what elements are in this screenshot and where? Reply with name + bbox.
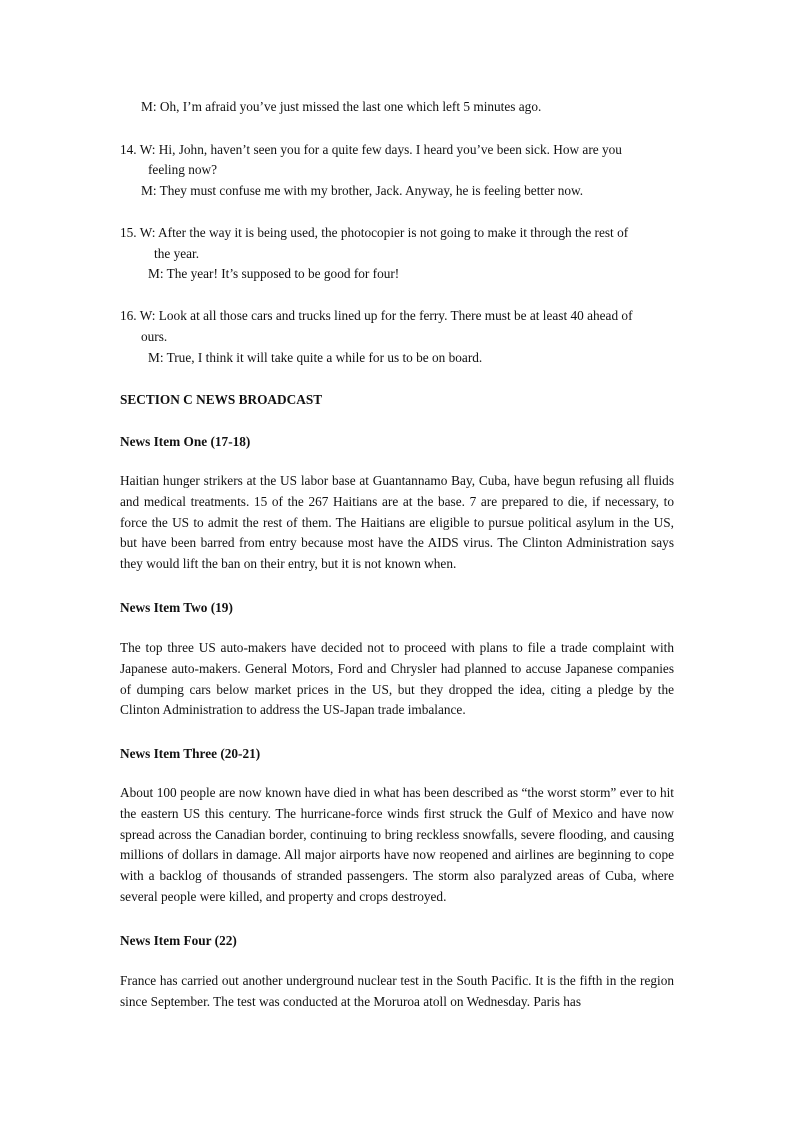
news-item-body: The top three US auto-makers have decided not to proceed with plans to file a trade complaint with Japanese auto-makers. General Motors, Ford and Chrysler had planned to accuse Japanese companies of dumping cars below market prices in the US, but they dropped the idea, citing a pledge by the Clinton Administration to address the US-Japan trade imbalance. bbox=[120, 640, 674, 718]
news-item-heading: News Item One (17-18) bbox=[120, 434, 251, 449]
dialogue-14-w-line1: 14. W: Hi, John, haven’t seen you for a quite few days. I heard you’ve been sick. How are you bbox=[120, 142, 622, 157]
news-item-body: Haitian hunger strikers at the US labor base at Guantannamo Bay, Cuba, have begun refusing all fluids and medical treatments. 15 of the 267 Haitians are at the base. 7 are prepared to die, if necessary, to force the US to admit the rest of them. The Haitians are eligible to pursue political asylum in the US, but have been barred from entry because most have the AIDS virus. The Clinton Administration says they would lift the ban on their entry, but it is not known when. bbox=[120, 473, 674, 572]
news-item-heading: News Item Three (20-21) bbox=[120, 746, 261, 761]
dialogue-16-w-line1: 16. W: Look at all those cars and trucks lined up for the ferry. There must be at least 40 ahead of bbox=[120, 308, 633, 323]
dialogue-m-line: M: Oh, I’m afraid you’ve just missed the last one which left 5 minutes ago. bbox=[141, 99, 542, 114]
news-item-body: France has carried out another underground nuclear test in the South Pacific. It is the fifth in the region since September. The test was conducted at the Moruroa atoll on Wednesday. Paris has bbox=[120, 973, 674, 1009]
dialogue-15-w-line2: the year. bbox=[154, 246, 200, 261]
news-item-heading: News Item Two (19) bbox=[120, 600, 233, 615]
dialogue-15-m-line: M: The year! It’s supposed to be good for four! bbox=[148, 266, 400, 281]
news-item-body: About 100 people are now known have died in what has been described as “the worst storm” ever to hit the eastern US this century. The hurricane-force winds first struck the Gulf of Mexico and have now spread across the Canadian border, continuing to bring reckless snowfalls, severe flooding, and causing millions of dollars in damage. All major airports have now reopened and airlines are beginning to cope with a backlog of thousands of stranded passengers. The storm also paralyzed areas of Cuba, where several people were killed, and property and crops destroyed. bbox=[120, 785, 674, 904]
dialogue-14-w-line2: feeling now? bbox=[148, 162, 218, 177]
dialogue-16-w-line2: ours. bbox=[141, 329, 168, 344]
dialogue-14-m-line: M: They must confuse me with my brother, Jack. Anyway, he is feeling better now. bbox=[141, 183, 584, 198]
news-item-heading: News Item Four (22) bbox=[120, 933, 237, 948]
section-c-heading: SECTION C NEWS BROADCAST bbox=[120, 392, 323, 407]
dialogue-15-w-line1: 15. W: After the way it is being used, the photocopier is not going to make it through the rest of bbox=[120, 225, 629, 240]
dialogue-16-m-line: M: True, I think it will take quite a while for us to be on board. bbox=[148, 350, 483, 365]
